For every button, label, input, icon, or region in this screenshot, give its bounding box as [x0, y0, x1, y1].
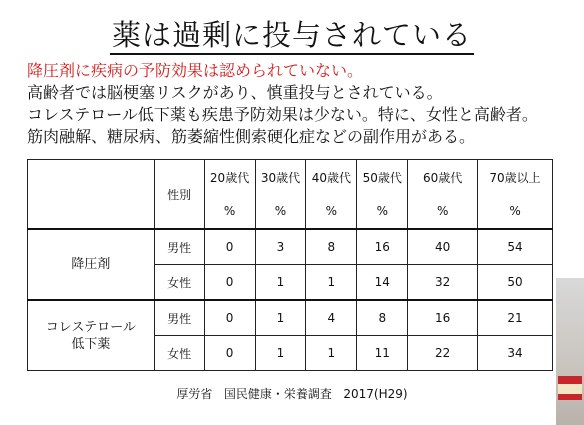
- value-cell: 0: [204, 265, 255, 301]
- value-cell: 40: [408, 229, 478, 265]
- slide-title-text: 薬は過剰に投与されている: [110, 18, 474, 55]
- sex-cell: 男性: [154, 229, 204, 265]
- value-cell: 22: [408, 336, 478, 371]
- header-unit: %: [478, 194, 553, 229]
- header-age: 40歳代: [306, 160, 357, 195]
- bullet-lines: [27, 60, 584, 148]
- presenter-video-thumbnail: [556, 278, 584, 425]
- header-unit: %: [306, 194, 357, 229]
- value-cell: 16: [408, 300, 478, 336]
- header-age: 50歳代: [357, 160, 408, 195]
- line-warning: 降圧剤に疾病の予防効果は認められていない。: [27, 61, 364, 80]
- value-cell: 32: [408, 265, 478, 301]
- header-corner-cell: [28, 160, 155, 230]
- source-year: 2017(H29): [343, 387, 408, 401]
- value-cell: 1: [255, 336, 306, 371]
- slide-title: [0, 18, 584, 52]
- source-ministry: 厚労省: [176, 387, 213, 401]
- table-row: [28, 300, 553, 336]
- header-age: 70歳以上: [478, 160, 553, 195]
- source-citation: [0, 385, 584, 402]
- header-unit: %: [255, 194, 306, 229]
- value-cell: 0: [204, 300, 255, 336]
- header-unit: %: [204, 194, 255, 229]
- value-cell: 34: [478, 336, 553, 371]
- value-cell: 1: [255, 265, 306, 301]
- group-label-line: コレステロール: [45, 319, 136, 335]
- sex-cell: 女性: [154, 336, 204, 371]
- value-cell: 8: [306, 229, 357, 265]
- table-row: [28, 229, 553, 265]
- value-cell: 16: [357, 229, 408, 265]
- value-cell: 3: [255, 229, 306, 265]
- line-side-effects: 筋肉融解、糖尿病、筋萎縮性側索硬化症などの副作用がある。: [27, 127, 476, 146]
- sex-cell: 男性: [154, 300, 204, 336]
- medication-usage-table: [27, 159, 553, 371]
- value-cell: 11: [357, 336, 408, 371]
- source-survey: 国民健康・栄養調査: [223, 387, 332, 401]
- value-cell: 4: [306, 300, 357, 336]
- value-cell: 54: [478, 229, 553, 265]
- line-elderly-risk: 高齢者では脳梗塞リスクがあり、慎重投与とされている。: [27, 83, 443, 102]
- header-age: 30歳代: [255, 160, 306, 195]
- value-cell: 1: [255, 300, 306, 336]
- value-cell: 21: [478, 300, 553, 336]
- value-cell: 0: [204, 229, 255, 265]
- value-cell: 1: [306, 265, 357, 301]
- group-label-antihypertensive: 降圧剤: [28, 229, 155, 300]
- sex-cell: 女性: [154, 265, 204, 301]
- value-cell: 50: [478, 265, 553, 301]
- value-cell: 0: [204, 336, 255, 371]
- header-row-ages: [28, 160, 553, 195]
- value-cell: 14: [357, 265, 408, 301]
- header-unit: %: [408, 194, 478, 229]
- header-age: 20歳代: [204, 160, 255, 195]
- group-label-cholesterol: [28, 300, 155, 371]
- value-cell: 8: [357, 300, 408, 336]
- header-unit: %: [357, 194, 408, 229]
- header-sex: 性別: [154, 160, 204, 230]
- sign-label-graphic: [558, 384, 582, 394]
- header-age: 60歳代: [408, 160, 478, 195]
- group-label-line: 低下薬: [71, 336, 111, 352]
- value-cell: 1: [306, 336, 357, 371]
- line-cholesterol: コレステロール低下薬も疾患予防効果は少ない。特に、女性と高齢者。: [27, 105, 538, 124]
